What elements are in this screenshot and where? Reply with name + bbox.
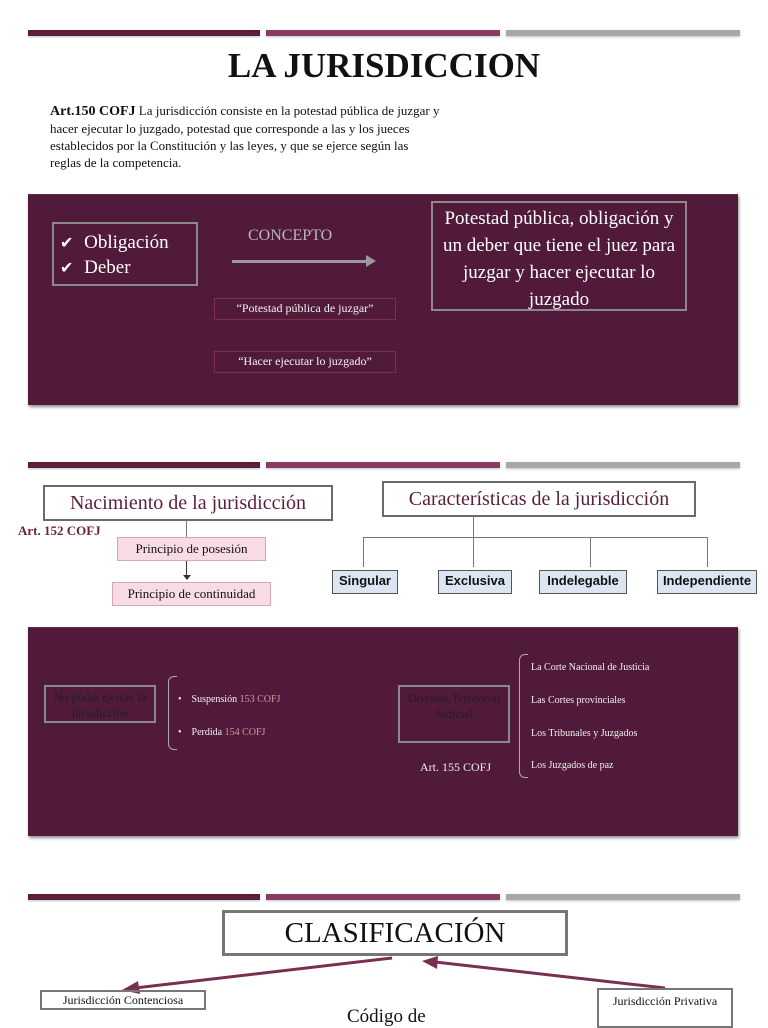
header-stripe-mid: [266, 462, 500, 468]
article-150-text: La jurisdicción consiste en la potestad pública de juzgar y hacer ejecutar lo juzgado, potestad que corresponde a las y los jueces establecidos por la Constitución y las leyes, y que se ejerce según las reglas de la competencia.: [50, 103, 440, 170]
codigo-de-text: Código de: [347, 1006, 426, 1027]
caracteristicas-title-box: Características de la jurisdicción: [382, 481, 696, 517]
page-title: LA JURISDICCION: [227, 46, 541, 85]
connector-line: [186, 519, 187, 537]
check-item-deber: ✔ Deber: [60, 257, 131, 278]
list-item: • Perdida 154 COFJ: [178, 727, 266, 738]
connector-line: [590, 537, 591, 567]
list-item: • Suspensión 153 COFJ: [178, 694, 281, 705]
principio-posesion: Principio de posesión: [117, 537, 266, 561]
checkmark-icon: ✔: [60, 260, 74, 277]
header-stripe-dark: [28, 894, 260, 900]
caracteristica-indelegable: Indelegable: [539, 570, 627, 594]
arrow-down-icon: [183, 575, 191, 580]
caracteristica-independiente: Independiente: [657, 570, 757, 594]
header-stripe-dark: [28, 30, 260, 36]
no-podra-box: No podrá ejercer la jurisdicción: [44, 685, 156, 723]
header-stripe-gray: [506, 462, 740, 468]
arrowhead-up-icon: [422, 956, 438, 969]
arrow-right-line: [435, 962, 665, 988]
quote-potestad: “Potestad pública de juzgar”: [214, 298, 396, 320]
nacimiento-title-box: Nacimiento de la jurisdicción: [43, 485, 333, 521]
article-150-paragraph: [50, 102, 440, 171]
connector-line: [363, 537, 707, 538]
bracket-icon: [519, 654, 528, 778]
arrow-right-icon: [366, 255, 376, 267]
caracteristica-exclusiva: Exclusiva: [438, 570, 512, 594]
connector-line: [473, 537, 474, 567]
jurisdiccion-privativa-box: Jurisdicción Privativa: [597, 988, 733, 1028]
header-stripe-mid: [266, 894, 500, 900]
quote-ejecutar: “Hacer ejecutar lo juzgado”: [214, 351, 396, 373]
caracteristica-singular: Singular: [332, 570, 398, 594]
concept-panel: [28, 194, 738, 405]
list-item: La Corte Nacional de Justicia: [531, 662, 650, 673]
list-item: Los Juzgados de paz: [531, 760, 614, 771]
clasificacion-title-box: CLASIFICACIÓN: [222, 910, 568, 956]
connector-line: [363, 537, 364, 567]
art-152-ref: Art. 152 COFJ: [18, 523, 101, 538]
bracket-icon: [168, 676, 177, 750]
article-150-ref: Art.150 COFJ: [50, 104, 136, 119]
check-list-box: [52, 222, 198, 286]
division-territorial-box: División Territorial Judicial: [398, 685, 510, 743]
definition-box: Potestad pública, obligación y un deber que tiene el juez para juzgar y hacer ejecutar lo juzgado: [431, 201, 687, 311]
header-stripe-dark: [28, 462, 260, 468]
header-stripe-mid: [266, 30, 500, 36]
connector-line: [473, 515, 474, 537]
concepto-label: CONCEPTO: [248, 227, 333, 244]
jurisdiccion-contenciosa-box: Jurisdicción Contenciosa: [40, 990, 206, 1010]
check-item-obligacion: ✔ Obligación: [60, 232, 169, 253]
connector-line: [707, 537, 708, 567]
principio-continuidad: Principio de continuidad: [112, 582, 271, 606]
header-stripe-gray: [506, 30, 740, 36]
arrow-left-line: [135, 958, 392, 988]
concepto-arrow-line: [232, 260, 368, 263]
jurisdiction-panel: [28, 627, 738, 836]
art-155-ref: Art. 155 COFJ: [420, 760, 492, 774]
list-item: Los Tribunales y Juzgados: [531, 728, 638, 739]
list-item: Las Cortes provinciales: [531, 695, 626, 706]
checkmark-icon: ✔: [60, 235, 74, 252]
header-stripe-gray: [506, 894, 740, 900]
